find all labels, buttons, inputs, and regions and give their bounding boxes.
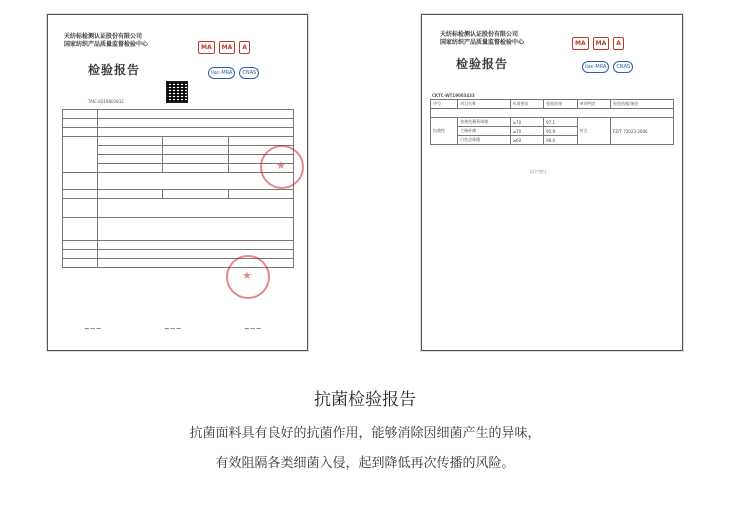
table-row: 白色念珠菌 ≥60 96.0 bbox=[431, 136, 674, 145]
doc2-title: 检验报告 bbox=[456, 57, 509, 71]
doc1-official-seal-bottom bbox=[226, 255, 270, 299]
cnas-logo: CNAS bbox=[239, 67, 259, 79]
doc1-accreditation-logos bbox=[208, 67, 259, 79]
cma-logo: MA bbox=[593, 37, 610, 50]
table-row: 抗菌性 金黄色葡萄球菌 ≥70 97.1 符合 FZ/T 73023-2006 bbox=[431, 118, 674, 127]
caption-line-1: 抗菌面料具有良好的抗菌作用，能够消除因细菌产生的异味， bbox=[189, 426, 541, 441]
ilac-mra-logo: ilac-MRA bbox=[208, 67, 235, 79]
doc1-report-no: TAIC-8219803832 bbox=[88, 99, 124, 104]
cma-logo: MA bbox=[219, 41, 236, 54]
col-header: 单项判定 bbox=[577, 100, 610, 109]
doc1-title: 检验报告 bbox=[88, 63, 141, 77]
doc2-accreditation-logos bbox=[582, 61, 633, 73]
inspection-report-image-1 bbox=[47, 14, 308, 351]
cma-logo: MA bbox=[572, 37, 589, 50]
doc1-report-table bbox=[62, 109, 294, 268]
doc1-header-line2: 国家纺织产品质量监督检验中心 bbox=[64, 41, 149, 48]
col-header: 项目名称 bbox=[458, 100, 511, 109]
caption-title: 抗菌检验报告 bbox=[314, 390, 416, 410]
col-header: 检验结果 bbox=[544, 100, 577, 109]
cnas-logo: CNAS bbox=[613, 61, 633, 73]
doc1-header-line1: 天纺标检测认证股份有限公司 bbox=[64, 33, 143, 40]
col-header: 检验依据/备注 bbox=[611, 100, 674, 109]
doc2-cert-logos bbox=[572, 37, 624, 50]
col-header: 序号 bbox=[431, 100, 458, 109]
doc1-signature-3: ~~~ bbox=[244, 325, 262, 333]
doc2-report-no: CKTC-WT19003433 bbox=[432, 93, 475, 98]
doc1-signature-1: ~~~ bbox=[84, 325, 102, 333]
row-group: 抗菌性 bbox=[431, 118, 458, 145]
inspection-report-image-2 bbox=[421, 14, 683, 351]
col-header: 标准要求 bbox=[510, 100, 543, 109]
doc1-cert-logos bbox=[198, 41, 250, 54]
cma-logo: MA bbox=[198, 41, 215, 54]
table-row: 大肠杆菌 ≥70 95.9 bbox=[431, 127, 674, 136]
doc2-header-line1: 天纺标检测认证股份有限公司 bbox=[440, 31, 519, 38]
doc2-footer-blank: 以下空白 bbox=[530, 169, 546, 174]
caption-line-2: 有效阻隔各类细菌入侵，起到降低再次传播的风险。 bbox=[215, 456, 515, 471]
cal-logo: A bbox=[239, 41, 250, 54]
cal-logo: A bbox=[613, 37, 624, 50]
standard: FZ/T 73023-2006 bbox=[611, 118, 674, 145]
doc1-official-seal-top bbox=[260, 145, 304, 189]
doc1-signature-2: ~~~ bbox=[164, 325, 182, 333]
qr-code-icon bbox=[166, 81, 188, 103]
ilac-mra-logo: ilac-MRA bbox=[582, 61, 609, 73]
doc2-header-line2: 国家纺织产品质量监督检验中心 bbox=[440, 39, 525, 46]
doc2-results-table bbox=[430, 99, 674, 145]
